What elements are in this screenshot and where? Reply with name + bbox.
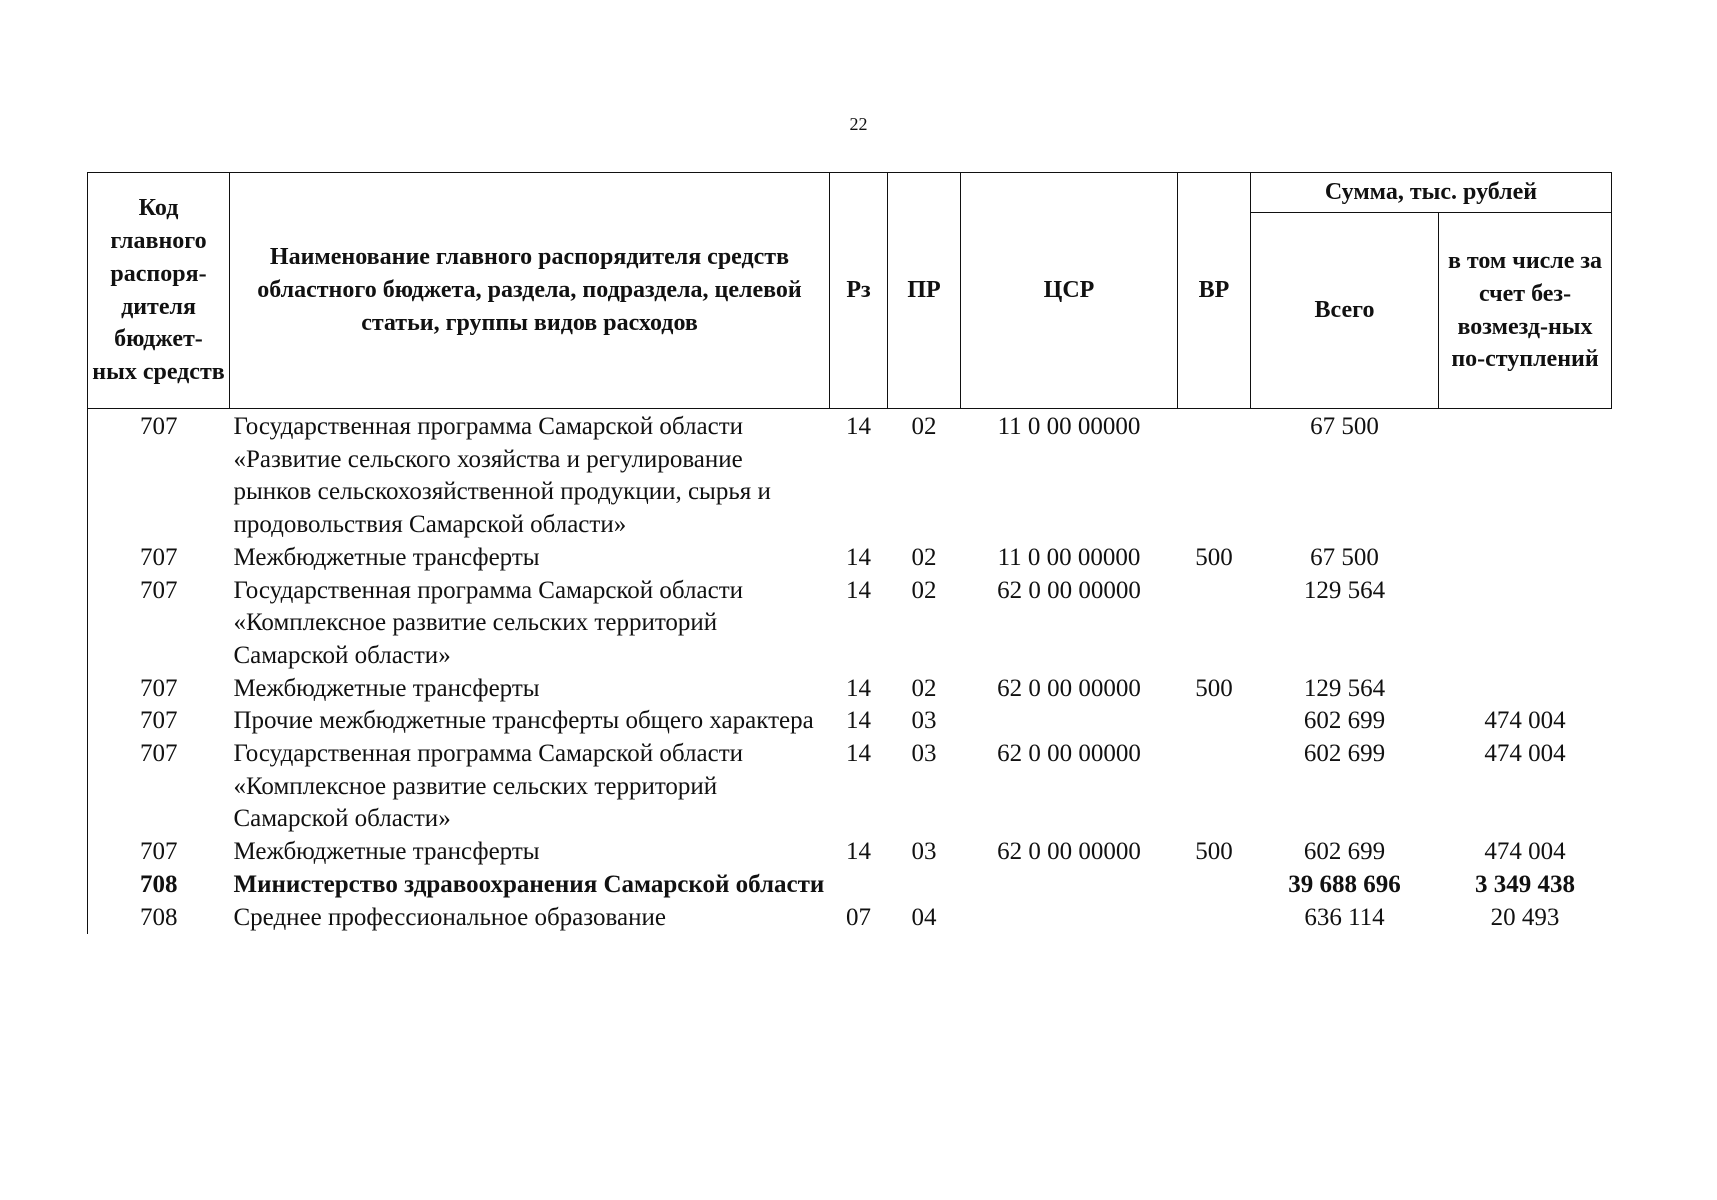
cell-free: 3 349 438 [1475, 870, 1575, 898]
cell-csr [961, 869, 1178, 902]
cell-csr: 62 0 00 00000 [997, 838, 1141, 866]
cell-free [1439, 673, 1612, 706]
cell-total: 129 564 [1303, 576, 1386, 604]
cell-code: 707 [140, 576, 178, 604]
cell-rz: 14 [846, 740, 871, 768]
cell-pr [888, 869, 961, 902]
cell-code: 707 [140, 543, 178, 571]
cell-name: Среднее профессиональное образование [233, 903, 666, 931]
cell-code: 707 [140, 413, 178, 440]
cell-free: 474 004 [1484, 707, 1566, 735]
cell-total: 602 699 [1303, 740, 1386, 768]
cell-pr: 02 [911, 674, 937, 702]
cell-csr: 62 0 00 00000 [997, 576, 1141, 604]
cell-free [1439, 542, 1612, 575]
cell-vr [1178, 575, 1251, 673]
cell-csr [961, 705, 1178, 738]
cell-vr: 500 [1195, 838, 1233, 866]
page-number [0, 114, 1717, 135]
cell-pr: 04 [911, 903, 937, 931]
cell-name: Государственная программа Самарской области «Развитие сельского хозяйства и регулирование рынков сельскохозяйственной продукции, сырья и продовольствия Самарской области» [233, 413, 771, 539]
cell-pr: 02 [911, 413, 937, 440]
table-row [88, 542, 1612, 575]
budget-table [87, 172, 1612, 934]
cell-total: 39 688 696 [1288, 870, 1401, 898]
header-rz: Рз [830, 173, 888, 409]
header-total: Всего [1251, 213, 1439, 409]
cell-rz: 07 [846, 903, 871, 931]
cell-pr: 03 [911, 838, 937, 866]
cell-vr: 500 [1195, 543, 1233, 571]
cell-vr [1178, 738, 1251, 836]
cell-total: 129 564 [1303, 674, 1386, 702]
cell-rz: 14 [846, 576, 871, 604]
cell-name: Межбюджетные трансферты [233, 543, 540, 571]
cell-rz: 14 [846, 707, 871, 735]
cell-free [1439, 409, 1612, 542]
cell-total: 67 500 [1310, 543, 1379, 571]
header-free: в том числе за счет без-возмезд-ных по-ступлений [1439, 213, 1612, 409]
cell-total: 602 699 [1303, 707, 1386, 735]
table-row [88, 869, 1612, 902]
header-vr: ВР [1178, 173, 1251, 409]
cell-csr: 62 0 00 00000 [997, 740, 1141, 768]
cell-free: 20 493 [1490, 903, 1560, 931]
page-number-text: 22 [849, 114, 868, 134]
cell-code: 707 [140, 707, 178, 735]
cell-csr: 62 0 00 00000 [997, 674, 1141, 702]
cell-total: 636 114 [1304, 903, 1385, 931]
cell-rz: 14 [846, 413, 871, 440]
header-code: Код главного распоря-дителя бюджет-ных средств [88, 173, 230, 409]
cell-code: 708 [140, 870, 178, 898]
cell-pr: 03 [911, 740, 937, 768]
cell-name: Государственная программа Самарской области «Комплексное развитие сельских территорий Самарской области» [233, 576, 743, 669]
cell-code: 707 [140, 838, 178, 866]
cell-code: 708 [140, 903, 178, 931]
header-csr: ЦСР [961, 173, 1178, 409]
table-body [88, 409, 1612, 935]
cell-code: 707 [140, 740, 178, 768]
table-header [88, 173, 1612, 409]
cell-rz: 14 [846, 543, 871, 571]
table-row [88, 902, 1612, 935]
table-row [88, 738, 1612, 836]
header-name: Наименование главного распорядителя средств областного бюджета, раздела, подраздела, целевой статьи, группы видов расходов [230, 173, 830, 409]
cell-pr: 03 [911, 707, 937, 735]
cell-name: Государственная программа Самарской области «Комплексное развитие сельских территорий Самарской области» [233, 740, 743, 833]
cell-vr [1178, 869, 1251, 902]
table-row [88, 836, 1612, 869]
cell-pr: 02 [911, 576, 937, 604]
cell-total: 67 500 [1310, 413, 1379, 440]
cell-name: Министерство здравоохранения Самарской области [233, 870, 825, 898]
table-row [88, 575, 1612, 673]
cell-vr: 500 [1195, 674, 1233, 702]
cell-rz: 14 [846, 838, 871, 866]
cell-free: 474 004 [1484, 740, 1566, 768]
cell-free: 474 004 [1484, 838, 1566, 866]
cell-name: Прочие межбюджетные трансферты общего характера [233, 707, 814, 735]
table-row [88, 409, 1612, 542]
cell-rz [830, 869, 888, 902]
table-row [88, 673, 1612, 706]
cell-csr: 11 0 00 00000 [997, 543, 1141, 571]
cell-vr [1178, 705, 1251, 738]
cell-code: 707 [140, 674, 178, 702]
cell-csr [961, 902, 1178, 935]
cell-name: Межбюджетные трансферты [233, 838, 540, 866]
table-row [88, 705, 1612, 738]
cell-vr [1178, 902, 1251, 935]
cell-name: Межбюджетные трансферты [233, 674, 540, 702]
cell-total: 602 699 [1303, 838, 1386, 866]
cell-vr [1178, 409, 1251, 542]
header-pr: ПР [888, 173, 961, 409]
header-sum: Сумма, тыс. рублей [1251, 173, 1612, 213]
cell-csr: 11 0 00 00000 [997, 413, 1141, 440]
cell-rz: 14 [846, 674, 871, 702]
cell-pr: 02 [911, 543, 937, 571]
cell-free [1439, 575, 1612, 673]
